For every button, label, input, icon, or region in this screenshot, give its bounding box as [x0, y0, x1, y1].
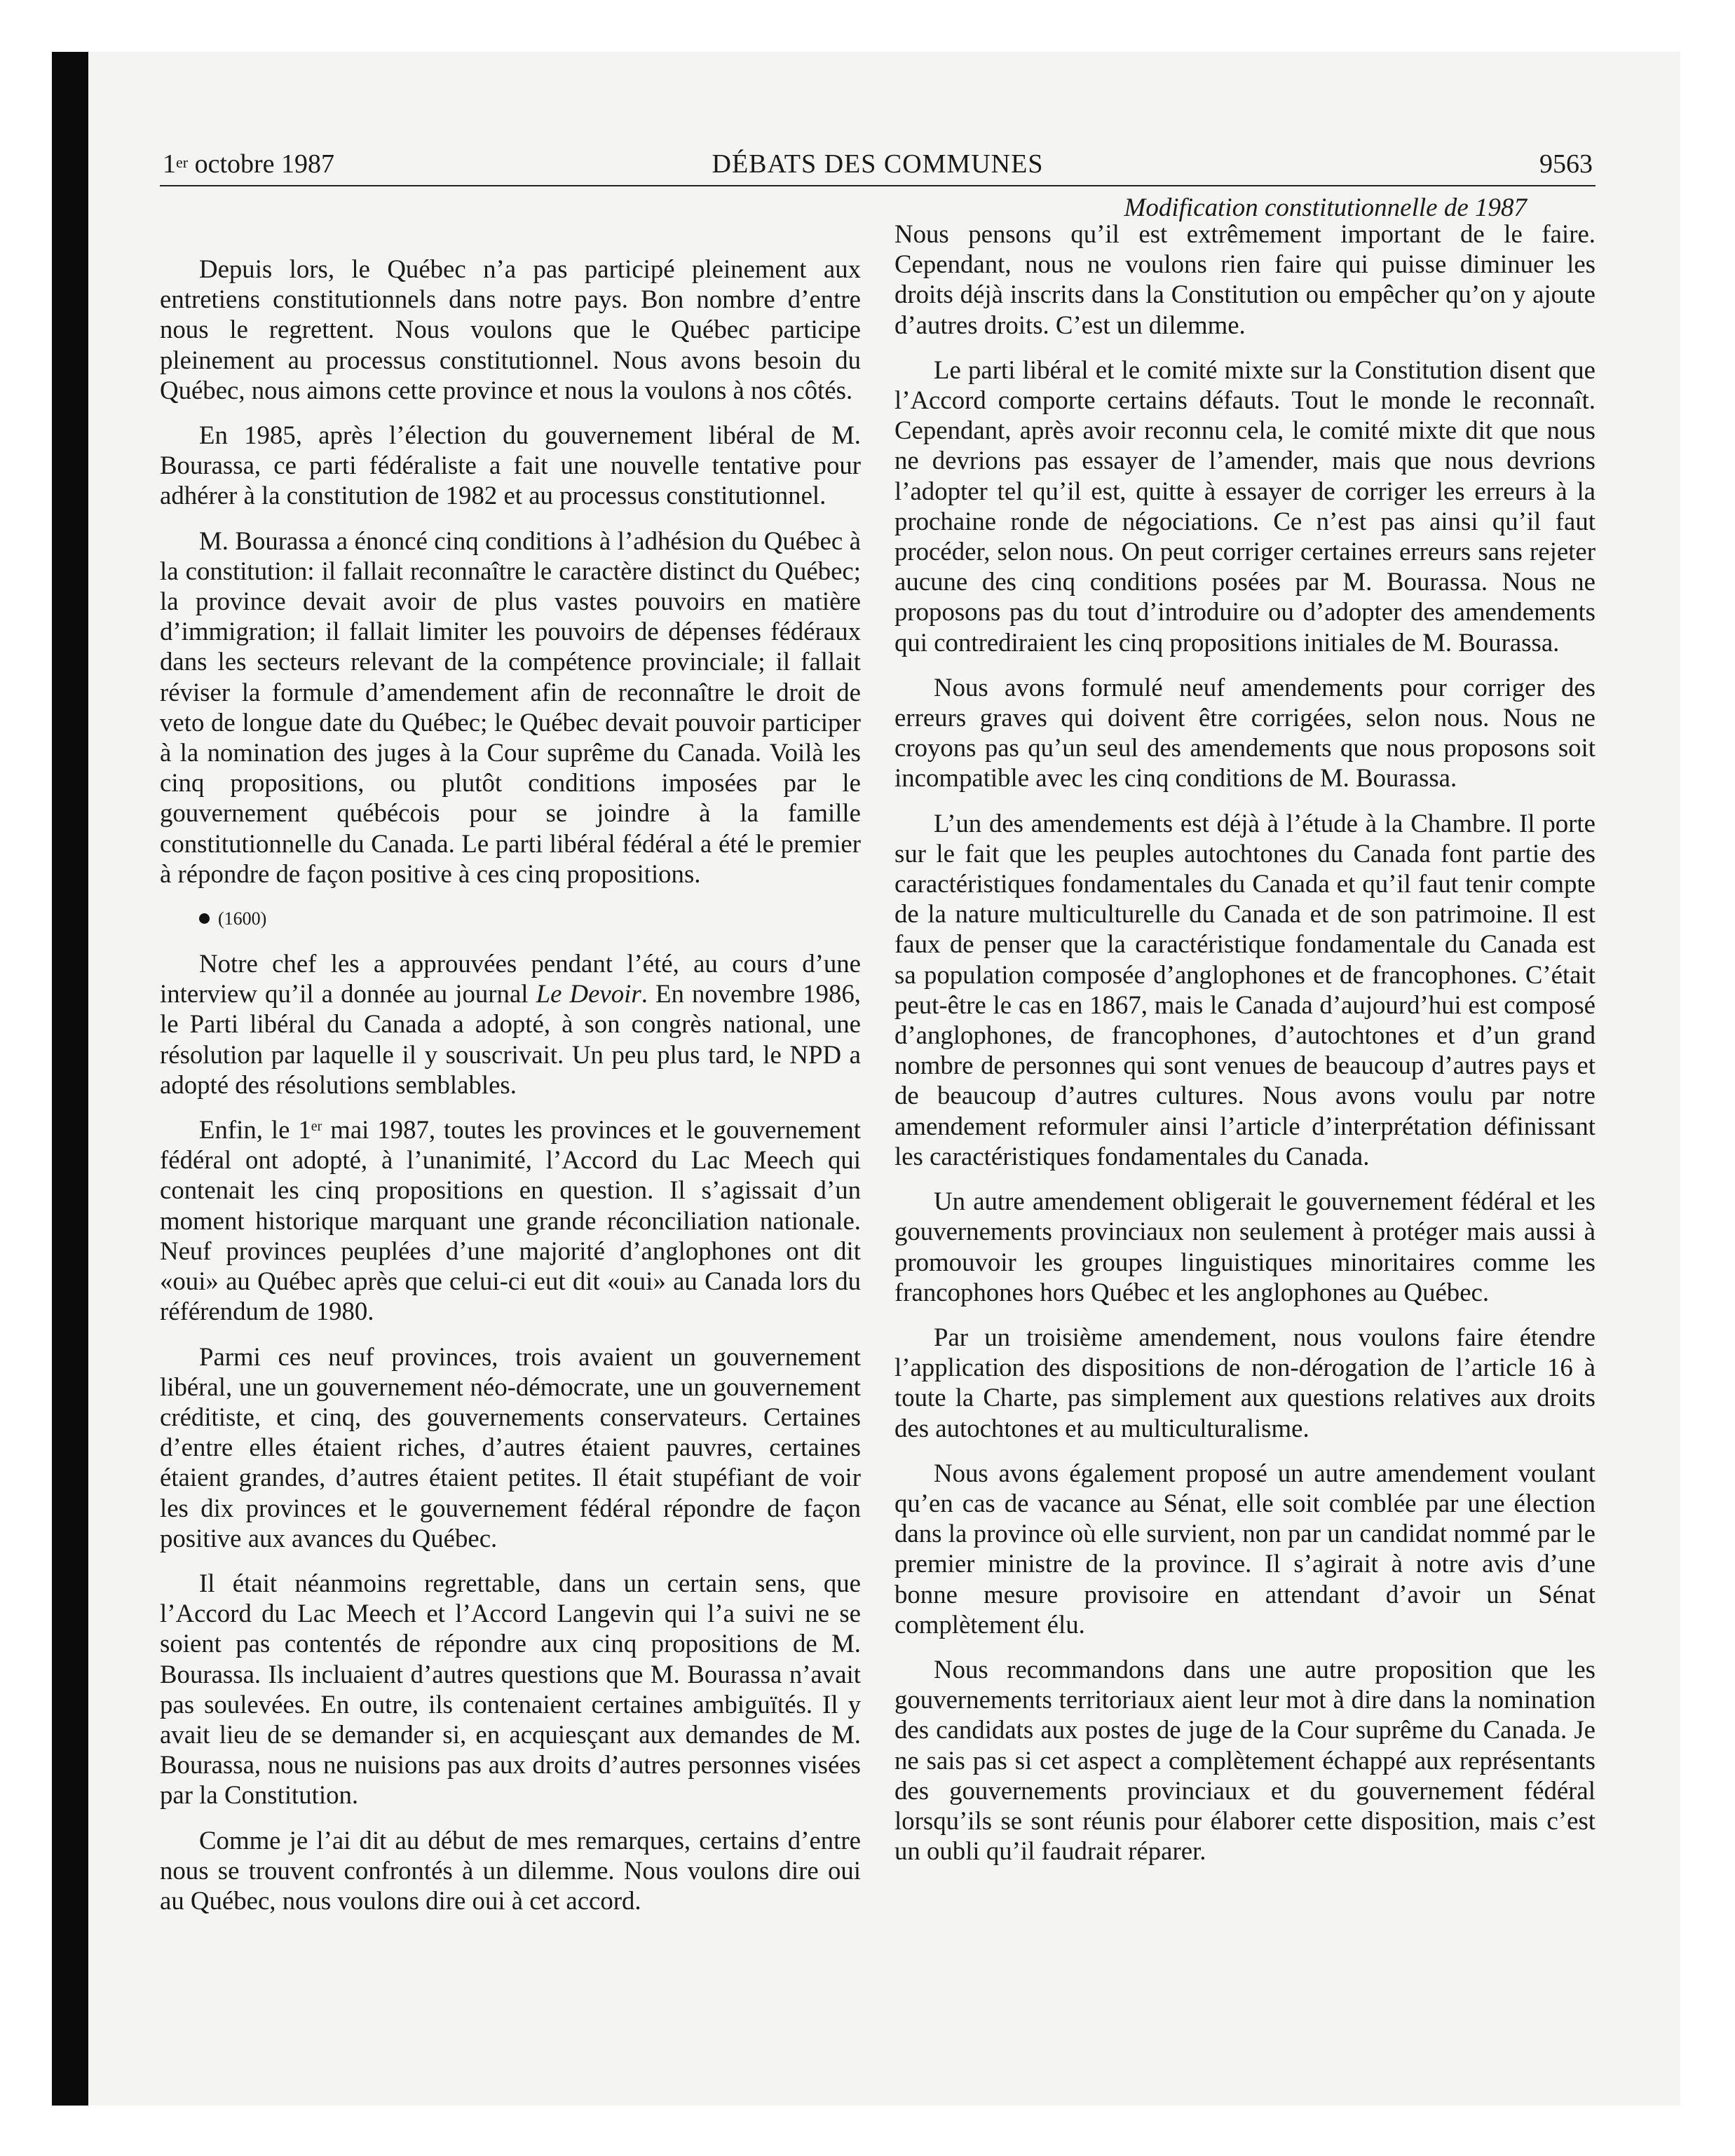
- paragraph: L’un des amendements est déjà à l’étude à la Chambre. Il porte sur le fait que les peuples autochtones du Canada font partie des caractéristiques fondamentales du Canada et qu’il faut tenir compte de la nature multiculturelle du Canada et de son patrimoine. Il est faux de penser que la caractéristique fondamentale du Canada est sa population composée d’anglophones et de francophones. C’était peut-être le cas en 1867, mais le Canada d’aujourd’hui est composé d’anglophones, de francophones, d’autochtones et d’un grand nombre de personnes qui sont venues de beaucoup d’autres pays et de beaucoup d’autres cultures. Nous avons voulu par notre amendement reformuler ainsi l’article d’interprétation définissant les caractéristiques fondamentales du Canada.: [894, 808, 1595, 1171]
- paragraph: Il était néanmoins regrettable, dans un certain sens, que l’Accord du Lac Meech et l’Accord Langevin qui l’a suivi ne se soient pas contentés de répondre aux cinq propositions de M. Bourassa. Ils incluaient d’autres questions que M. Bourassa n’avait pas soulevées. En outre, ils contenaient certaines ambiguïtés. Il y avait lieu de se demander si, en acquiesçant aux demandes de M. Bourassa, nous ne nuisions pas aux droits d’autres personnes visées par la Constitution.: [160, 1568, 861, 1810]
- paragraph: Parmi ces neuf provinces, trois avaient un gouvernement libéral, une un gouvernement néo-démocrate, une un gouvernement créditiste, et cinq, des gouvernements conservateurs. Certaines d’entre elles étaient riches, d’autres étaient pauvres, certaines étaient grandes, d’autres étaient petites. Il était stupéfiant de voir les dix provinces et le gouvernement fédéral répondre de façon positive aux avances du Québec.: [160, 1342, 861, 1553]
- paragraph: Enfin, le 1er mai 1987, toutes les provinces et le gouvernement fédéral ont adopté, à l’unanimité, l’Accord du Lac Meech qui contenait les cinq propositions en question. Il s’agissait d’un moment historique marquant une grande réconciliation nationale. Neuf provinces peuplées d’une majorité d’anglophones ont dit «oui» au Québec après que celui-ci eut dit «oui» au Canada lors du référendum de 1980.: [160, 1115, 861, 1326]
- header-date: 1er octobre 1987: [163, 149, 335, 179]
- paragraph: Un autre amendement obligerait le gouvernement fédéral et les gouvernements provinciaux non seulement à protéger mais aussi à promouvoir les groupes linguistiques minoritaires comme les francophones hors Québec et les anglophones au Québec.: [894, 1187, 1595, 1306]
- bullet-icon: [199, 913, 210, 924]
- paragraph: Notre chef les a approuvées pendant l’été, au cours d’une interview qu’il a donnée au journal Le Devoir. En novembre 1986, le Parti libéral du Canada a adopté, à son congrès national, une résolution par laquelle il y souscrivait. Un peu plus tard, le NPD a adopté des résolutions semblables.: [160, 949, 861, 1099]
- paragraph: En 1985, après l’élection du gouvernement libéral de M. Bourassa, ce parti fédéraliste a fait une nouvelle tentative pour adhérer à la constitution de 1982 et au processus constitutionnel.: [160, 421, 861, 510]
- section-subheading: Modification constitutionnelle de 1987: [1124, 193, 1527, 222]
- time-marker: (1600): [160, 903, 861, 934]
- paragraph: Nous recommandons dans une autre proposition que les gouvernements territoriaux aient leur mot à dire dans la nomination des candidats aux postes de juge de la Cour suprême du Canada. Je ne sais pas si cet aspect a complètement échappé aux représentants des gouvernements provinciaux et du gouvernement fédéral lorsqu’ils se sont réunis pour élaborer cette disposition, mais c’est un oubli qu’il faudrait réparer.: [894, 1654, 1595, 1866]
- paragraph: Par un troisième amendement, nous voulons faire étendre l’application des dispositions de non-dérogation de l’article 16 à toute la Charte, pas simplement aux questions relatives aux droits des autochtones et au multiculturalisme.: [894, 1322, 1595, 1442]
- paragraph: M. Bourassa a énoncé cinq conditions à l’adhésion du Québec à la constitution: il fallait reconnaître le caractère distinct du Québec; la province devait avoir de plus vastes pouvoirs en matière d’immigration; il fallait limiter les pouvoirs de dépenses fédéraux dans les secteurs relevant de la compétence provinciale; il fallait réviser la formule d’amendement afin de reconnaître le droit de veto de longue date du Québec; le Québec devait pouvoir participer à la nomination des juges à la Cour suprême du Canada. Voilà les cinq propositions, ou plutôt conditions imposées par le gouvernement québécois pour se joindre à la famille constitutionnelle du Canada. Le parti libéral fédéral a été le premier à répondre de façon positive à ces cinq propositions.: [160, 526, 861, 888]
- page-number: 9563: [1539, 149, 1593, 179]
- running-header: [160, 146, 1595, 186]
- header-title: DÉBATS DES COMMUNES: [712, 149, 1044, 179]
- hansard-page: [160, 146, 1595, 1915]
- newspaper-title: Le Devoir: [536, 979, 641, 1009]
- paragraph: Depuis lors, le Québec n’a pas participé pleinement aux entretiens constitutionnels dans notre pays. Bon nombre d’entre nous le regrettent. Nous voulons que le Québec participe pleinement au processus constitutionnel. Nous avons besoin du Québec, nous aimons cette province et nous la voulons à nos côtés.: [160, 254, 861, 404]
- paragraph: Nous pensons qu’il est extrêmement important de le faire. Cependant, nous ne voulons rien faire qui puisse diminuer les droits déjà inscrits dans la Constitution ou empêcher qu’on y ajoute d’autres droits. C’est un dilemme.: [894, 219, 1595, 339]
- right-column: [894, 219, 1595, 1881]
- paragraph: Le parti libéral et le comité mixte sur la Constitution disent que l’Accord comporte certains défauts. Tout le monde le reconnaît. Cependant, après avoir reconnu cela, le comité mixte dit que nous ne devrions pas essayer de l’amender, mais que nous devrions l’adopter tel qu’il est, quitte à essayer de corriger les erreurs à la prochaine ronde de négociations. Ce n’est pas ainsi qu’il faut procéder, selon nous. On peut corriger certaines erreurs sans rejeter aucune des cinq conditions posées par M. Bourassa. Nous ne proposons pas du tout d’introduire ou d’adopter des amendements qui contrediraient les cinq propositions initiales de M. Bourassa.: [894, 355, 1595, 657]
- scan-edge-shadow: [52, 52, 88, 2106]
- paragraph: Comme je l’ai dit au début de mes remarques, certains d’entre nous se trouvent confrontés à un dilemme. Nous voulons dire oui au Québec, nous voulons dire oui à cet accord.: [160, 1825, 861, 1915]
- left-column: [160, 254, 861, 1930]
- paragraph: Nous avons également proposé un autre amendement voulant qu’en cas de vacance au Sénat, elle soit comblée par une élection dans la province où elle survient, non par un candidat nommé par le premier ministre de la province. Il s’agirait à notre avis d’une bonne mesure provisoire en attendant d’avoir un Sénat complètement élu.: [894, 1458, 1595, 1639]
- paragraph: Nous avons formulé neuf amendements pour corriger des erreurs graves qui doivent être corrigées, selon nous. Nous ne croyons pas qu’un seul des amendements que nous proposons soit incompatible avec les cinq conditions de M. Bourassa.: [894, 672, 1595, 793]
